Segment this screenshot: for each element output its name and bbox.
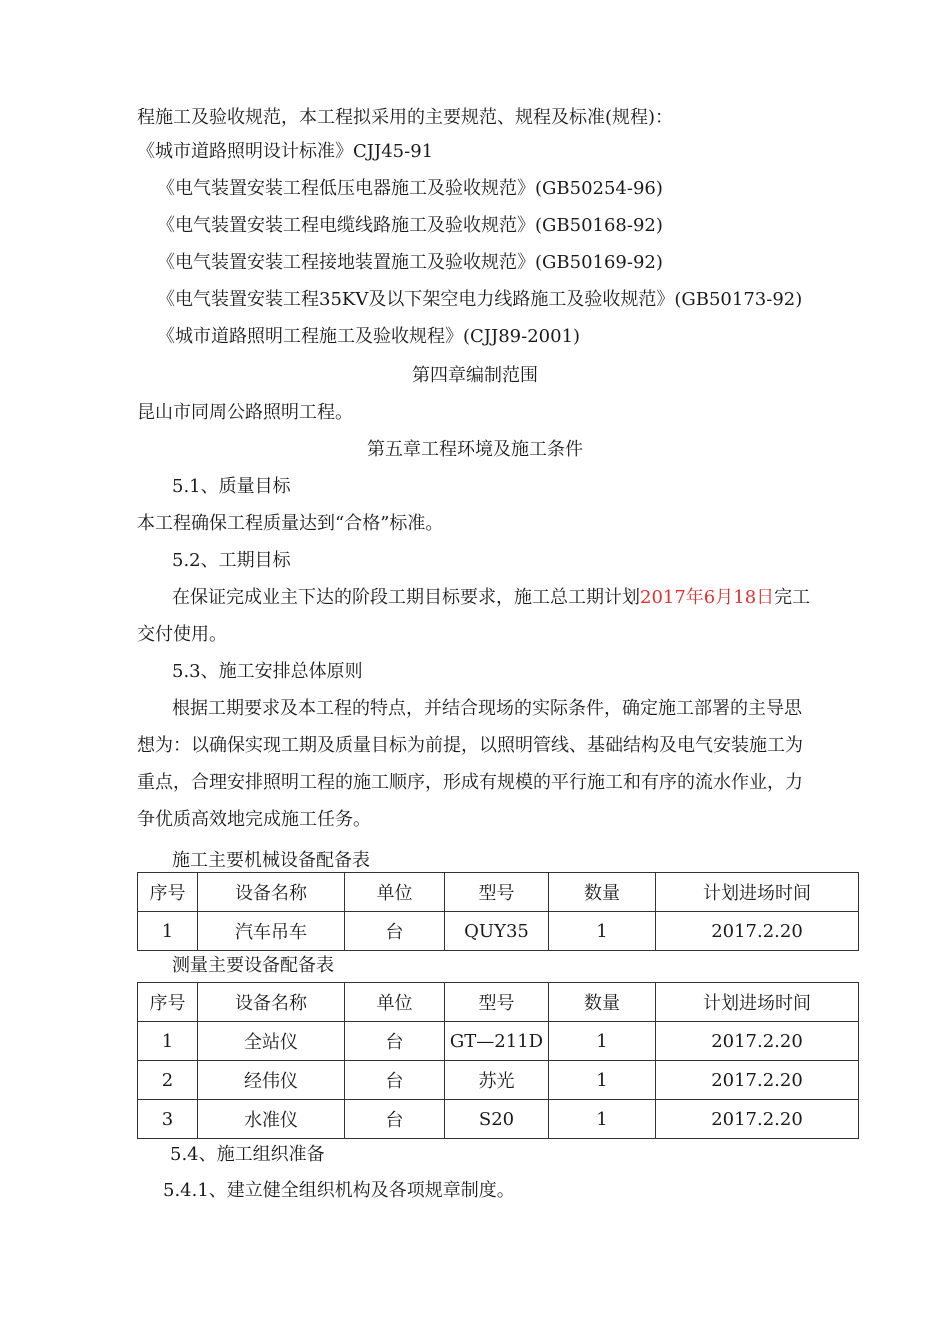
section-5-2-body-line2: 交付使用。 [137, 624, 227, 645]
header-cell: 数量 [549, 873, 656, 912]
cell-model: QUY35 [445, 912, 549, 951]
header-cell: 计划进场时间 [656, 983, 859, 1022]
header-cell: 单位 [345, 983, 445, 1022]
cell-equipment: 水准仪 [198, 1100, 345, 1139]
cell-equipment: 经伟仪 [198, 1061, 345, 1100]
header-cell: 计划进场时间 [656, 873, 859, 912]
section-5-4-title: 5.4、施工组织准备 [170, 1144, 325, 1165]
machinery-table [137, 872, 859, 951]
cell-unit: 台 [345, 1022, 445, 1061]
section-5-1-title: 5.1、质量目标 [172, 476, 291, 497]
table-header-row [138, 983, 859, 1022]
cell-index: 1 [138, 912, 198, 951]
cell-date: 2017.2.20 [656, 1022, 859, 1061]
chapter4-body: 昆山市同周公路照明工程。 [137, 402, 353, 423]
cell-date: 2017.2.20 [656, 1100, 859, 1139]
cell-quantity: 1 [549, 1061, 656, 1100]
section-5-3-line: 想为：以确保实现工期及质量目标为前提，以照明管线、基础结构及电气安装施工为 [137, 735, 803, 756]
cell-quantity: 1 [549, 1100, 656, 1139]
chapter4-title: 第四章编制范围 [412, 365, 538, 386]
section-5-3-line: 根据工期要求及本工程的特点，并结合现场的实际条件，确定施工部署的主导思 [172, 698, 802, 719]
standard-item: 《城市道路照明设计标准》CJJ45-91 [137, 141, 434, 162]
cell-equipment: 汽车吊车 [198, 912, 345, 951]
table2-caption: 测量主要设备配备表 [172, 955, 334, 976]
cell-index: 2 [138, 1061, 198, 1100]
section-5-3-line: 争优质高效地完成施工任务。 [137, 809, 371, 830]
header-cell: 设备名称 [198, 983, 345, 1022]
table-row [138, 1022, 859, 1061]
cell-unit: 台 [345, 912, 445, 951]
header-cell: 数量 [549, 983, 656, 1022]
section-5-1-body: 本工程确保工程质量达到“合格”标准。 [137, 513, 444, 534]
cell-unit: 台 [345, 1100, 445, 1139]
section-5-2-body-post: 完工 [774, 587, 811, 608]
cell-model: 苏光 [445, 1061, 549, 1100]
cell-quantity: 1 [549, 1022, 656, 1061]
standard-item: 《电气装置安装工程接地装置施工及验收规范》(GB50169-92) [157, 252, 663, 273]
header-cell: 型号 [445, 873, 549, 912]
cell-index: 3 [138, 1100, 198, 1139]
cell-date: 2017.2.20 [656, 1061, 859, 1100]
header-cell: 型号 [445, 983, 549, 1022]
survey-equipment-table [137, 982, 859, 1139]
cell-quantity: 1 [549, 912, 656, 951]
section-5-2-body [172, 586, 810, 610]
standard-item: 《电气装置安装工程低压电器施工及验收规范》(GB50254-96) [157, 178, 663, 199]
section-5-4-1-title: 5.4.1、建立健全组织机构及各项规章制度。 [163, 1180, 515, 1201]
header-cell: 序号 [138, 873, 198, 912]
chapter5-title: 第五章工程环境及施工条件 [367, 439, 583, 460]
section-5-2-body-pre: 在保证完成业主下达的阶段工期目标要求，施工总工期计划 [172, 587, 640, 608]
header-cell: 序号 [138, 983, 198, 1022]
standard-item: 《城市道路照明工程施工及验收规程》(CJJ89-2001) [157, 326, 581, 347]
cell-date: 2017.2.20 [656, 912, 859, 951]
table-header-row [138, 873, 859, 912]
intro-line: 程施工及验收规范，本工程拟采用的主要规范、规程及标准(规程)： [137, 107, 674, 128]
table-row [138, 1100, 859, 1139]
cell-model: GT—211D [445, 1022, 549, 1061]
header-cell: 单位 [345, 873, 445, 912]
section-5-3-title: 5.3、施工安排总体原则 [172, 661, 363, 682]
cell-model: S20 [445, 1100, 549, 1139]
table-row [138, 912, 859, 951]
cell-index: 1 [138, 1022, 198, 1061]
header-cell: 设备名称 [198, 873, 345, 912]
cell-equipment: 全站仪 [198, 1022, 345, 1061]
standard-item: 《电气装置安装工程电缆线路施工及验收规范》(GB50168-92) [157, 215, 663, 236]
completion-date: 2017年6月18日 [640, 587, 775, 608]
section-5-2-title: 5.2、工期目标 [172, 550, 291, 571]
table1-caption: 施工主要机械设备配备表 [172, 850, 370, 871]
table-row [138, 1061, 859, 1100]
section-5-3-line: 重点，合理安排照明工程的施工顺序，形成有规模的平行施工和有序的流水作业，力 [137, 772, 803, 793]
standard-item: 《电气装置安装工程35KV及以下架空电力线路施工及验收规范》(GB50173-92) [157, 289, 803, 310]
cell-unit: 台 [345, 1061, 445, 1100]
